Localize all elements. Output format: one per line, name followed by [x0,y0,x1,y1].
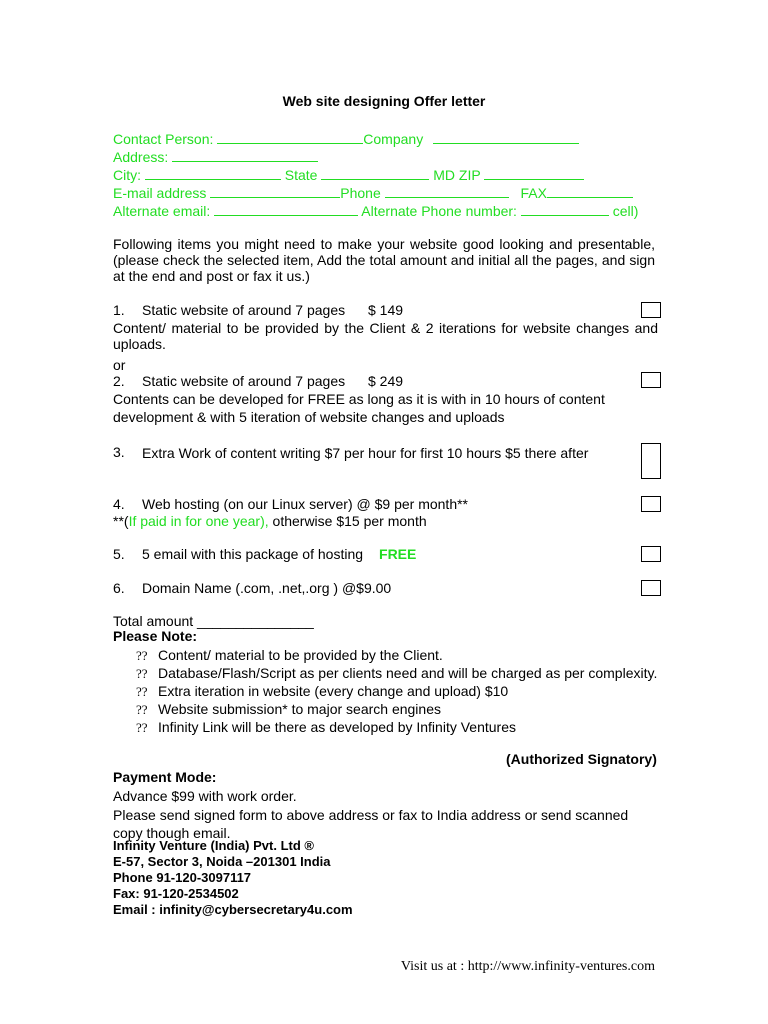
note-item [136,718,516,737]
or-text: or [113,357,126,373]
company-name: Infinity Venture (India) Pvt. Ltd ® [113,838,314,853]
item-2-text: Static website of around 7 pages [142,373,346,389]
item-2 [113,372,403,390]
item-5-text: 5 email with this package of hosting [142,546,364,562]
bullet-glyph: ?? [136,702,148,717]
item-4-sub-prefix: **( [113,513,129,529]
item-1-number: 1. [113,302,125,318]
cell-label: cell) [612,203,639,219]
contact-person-row [113,130,579,148]
payment-advance: Advance $99 with work order. [113,788,297,804]
bullet-glyph: ?? [136,666,148,681]
city-label: City: [113,167,141,183]
address-field[interactable] [172,148,318,162]
authorized-signatory: (Authorized Signatory) [506,751,657,767]
item-4-sub-green: If paid in for one year), [128,513,269,529]
phone-field[interactable] [385,184,509,198]
item-4-checkbox[interactable] [641,496,661,512]
intro-paragraph: Following items you might need to make your website good looking and presentable, (please check the selected item, Add the total amount and initial all the pages, and sign at the end and post or fax it us.) [113,236,655,284]
item-6-text: Domain Name (.com, .net,.org ) @$9.00 [142,580,392,596]
note-text: Infinity Link will be there as developed by Infinity Ventures [158,719,516,735]
item-3-checkbox[interactable] [641,443,661,479]
footer-website[interactable]: Visit us at : http://www.infinity-ventures.com [400,959,655,974]
email-row [113,184,633,202]
item-2-description: Contents can be developed for FREE as long as it is with in 10 hours of content development & with 5 iteration of website changes and uploads [113,391,605,425]
item-6-checkbox[interactable] [641,580,661,596]
item-2-checkbox[interactable] [641,372,661,388]
item-3-text: Extra Work of content writing $7 per hour for first 10 hours $5 there after [142,445,589,461]
note-item [136,664,657,683]
payment-instructions: Please send signed form to above address or fax to India address or send scanned copy though email. [113,807,629,841]
item-4-number: 4. [113,496,125,512]
bullet-glyph: ?? [136,648,148,663]
item-3-number: 3. [113,444,125,460]
item-5-checkbox[interactable] [641,546,661,562]
please-note-heading: Please Note: [113,628,198,644]
company-address: E-57, Sector 3, Noida –201301 India [113,854,331,869]
note-text: Database/Flash/Script as per clients need and will be charged as per complexity. [158,665,658,681]
item-4-sub-rest: otherwise $15 per month [268,513,427,529]
item-5-number: 5. [113,546,125,562]
item-1-price: $ 149 [368,302,404,318]
company-fax: Fax: 91-120-2534502 [113,886,239,901]
note-text: Content/ material to be provided by the Client. [158,647,443,663]
state-label: State [284,167,318,183]
alt-email-field[interactable] [214,202,358,216]
fax-field[interactable] [547,184,633,198]
item-1-description: Content/ material to be provided by the Client & 2 iterations for website changes and uploads. [113,320,658,352]
alt-email-label: Alternate email: [113,203,211,219]
note-item [136,700,441,719]
item-6-number: 6. [113,580,125,596]
item-4 [113,495,468,513]
alternate-row [113,202,638,220]
company-field[interactable] [433,130,579,144]
email-label: E-mail address [113,185,207,201]
item-4-text: Web hosting (on our Linux server) @ $9 per month** [142,496,469,512]
address-label: Address: [113,149,169,165]
fax-label: FAX [520,185,547,201]
phone-label: Phone [340,185,381,201]
note-text: Website submission* to major search engines [158,701,441,717]
city-field[interactable] [145,166,281,180]
address-row [113,148,318,166]
contact-person-field[interactable] [217,130,363,144]
payment-heading: Payment Mode: [113,769,217,785]
email-field[interactable] [210,184,340,198]
item-1-text: Static website of around 7 pages [142,302,346,318]
alt-phone-label: Alternate Phone number: [361,203,517,219]
note-item [136,646,443,665]
bullet-glyph: ?? [136,720,148,735]
item-2-number: 2. [113,373,125,389]
item-5 [113,545,416,563]
alt-phone-field[interactable] [521,202,609,216]
bullet-glyph: ?? [136,684,148,699]
note-item [136,682,508,701]
company-email[interactable]: Email : infinity@cybersecretary4u.com [113,902,353,917]
zip-field[interactable] [484,166,584,180]
item-1-checkbox[interactable] [641,302,661,318]
item-5-free: FREE [379,546,417,562]
note-text: Extra iteration in website (every change and upload) $10 [158,683,509,699]
contact-person-label: Contact Person: [113,131,214,147]
state-field[interactable] [321,166,429,180]
total-amount: Total amount _______________ [113,613,314,629]
md-zip-label: MD ZIP [433,167,481,183]
company-phone: Phone 91-120-3097117 [113,870,252,885]
company-label: Company [363,131,424,147]
item-6 [113,579,391,597]
page-title: Web site designing Offer letter [282,93,486,109]
city-row [113,166,584,184]
item-2-price: $ 249 [368,373,404,389]
item-1 [113,301,403,319]
item-4-subnote [113,512,427,530]
